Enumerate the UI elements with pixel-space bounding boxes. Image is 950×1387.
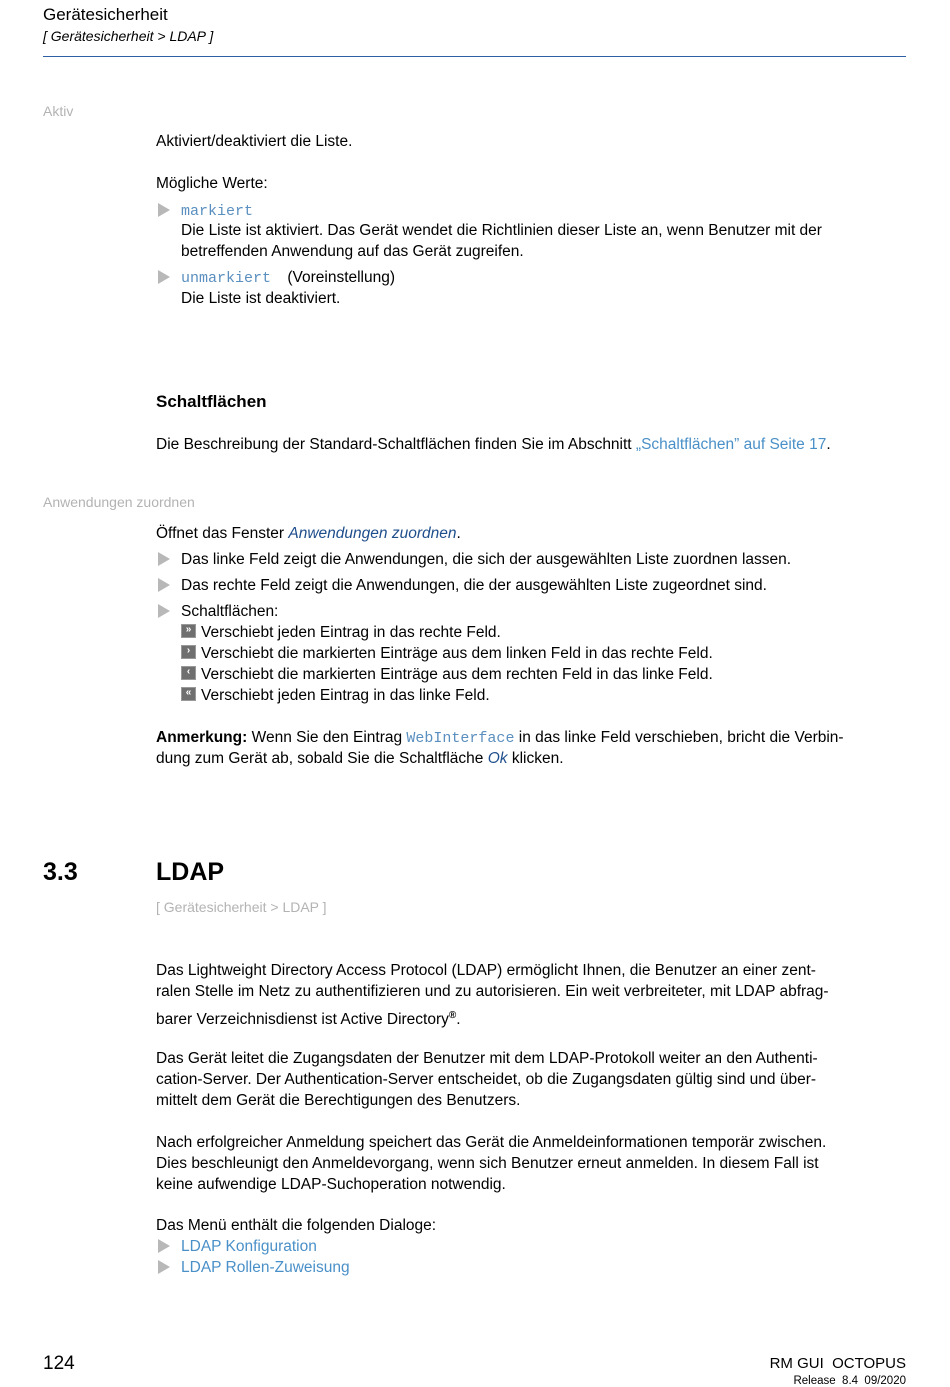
button-ref-ok: Ok xyxy=(487,750,508,767)
icon-glyph: › xyxy=(186,645,191,656)
registered-mark: ® xyxy=(448,1010,457,1021)
ldap-para2-line-3: mittelt dem Gerät die Berechtigungen des Benutzers. xyxy=(156,1092,521,1109)
move-all-left-icon xyxy=(181,687,196,701)
bullet-triangle-icon xyxy=(158,604,170,618)
bullet-triangle-icon xyxy=(158,578,170,592)
option-markiert xyxy=(181,200,253,222)
note-text: klicken. xyxy=(507,750,564,767)
code-webinterface: WebInterface xyxy=(406,730,515,747)
button-desc-move-all-right xyxy=(181,622,501,643)
header-divider xyxy=(43,56,906,57)
anwendungen-bullet-2: Das rechte Feld zeigt die Anwendungen, die der ausgewählten Liste zugeordnet sind. xyxy=(181,577,767,594)
ldap-para2-line-2: cation-Server. Der Authentication-Server entscheidet, ob die Zugangsdaten gültig sind und über- xyxy=(156,1071,817,1088)
move-all-right-icon xyxy=(181,624,196,638)
schaltflaechen-text-before: Die Beschreibung der Standard-Schaltflächen finden Sie im Abschnitt xyxy=(156,436,636,453)
param-label-aktiv: Aktiv xyxy=(43,103,74,119)
footer-release: Release 8.4 09/2020 xyxy=(793,1375,906,1387)
footer-doc-title: RM GUI OCTOPUS xyxy=(769,1355,906,1372)
ldap-para3-line-2: Dies beschleunigt den Anmeldevorgang, wenn sich Benutzer erneut anmelden. In diesem Fall ist xyxy=(156,1155,819,1172)
ldap-para1-line-3 xyxy=(156,1005,461,1030)
page-header-breadcrumb: [ Gerätesicherheit > LDAP ] xyxy=(43,28,214,44)
move-selected-right-icon xyxy=(181,645,196,659)
note-label: Anmerkung: xyxy=(156,729,248,746)
window-ref-anwendungen: Anwendungen zuordnen xyxy=(288,525,457,542)
ldap-para1-line-1: Das Lightweight Directory Access Protocol (LDAP) ermöglicht Ihnen, die Benutzer an einer zent- xyxy=(156,962,816,979)
bullet-triangle-icon xyxy=(158,203,170,217)
button-desc-move-selected-left xyxy=(181,664,713,685)
ldap-para1-line-2: ralen Stelle im Netz zu authentifizieren und zu autorisieren. Ein weit verbreiteter, mit LDAP abfrag- xyxy=(156,983,829,1000)
note-text: dung zum Gerät ab, sobald Sie die Schaltfläche xyxy=(156,750,488,767)
anwendungen-bullet-3: Schaltflächen: xyxy=(181,603,279,620)
intro-text-end: . xyxy=(456,525,461,542)
button-desc-text: Verschiebt die markierten Einträge aus dem rechten Feld in das linke Feld. xyxy=(201,666,713,683)
option-value: unmarkiert xyxy=(181,270,272,287)
note-text: Wenn Sie den Eintrag xyxy=(247,729,407,746)
para-text-end: . xyxy=(456,1011,461,1029)
note-text: in das linke Feld verschieben, bricht die Verbin- xyxy=(514,729,844,746)
option-value: markiert xyxy=(181,203,254,220)
button-desc-move-selected-right xyxy=(181,643,713,664)
aktiv-description: Aktiviert/deaktiviert die Liste. xyxy=(156,133,353,150)
para-text: barer Verzeichnisdienst ist Active Directory xyxy=(156,1011,449,1029)
heading-schaltflaechen: Schaltflächen xyxy=(156,392,267,411)
page-number: 124 xyxy=(43,1353,75,1374)
section-title: LDAP xyxy=(156,858,225,886)
anwendungen-intro xyxy=(156,523,461,544)
button-desc-text: Verschiebt die markierten Einträge aus dem linken Feld in das rechte Feld. xyxy=(201,645,713,662)
bullet-triangle-icon xyxy=(158,552,170,566)
anmerkung-line-1 xyxy=(156,727,844,749)
bullet-triangle-icon xyxy=(158,1239,170,1253)
intro-text: Öffnet das Fenster xyxy=(156,525,289,542)
button-desc-text: Verschiebt jeden Eintrag in das linke Feld. xyxy=(201,687,490,704)
ldap-para2-line-1: Das Gerät leitet die Zugangsdaten der Benutzer mit dem LDAP-Protokoll weiter an den Authenti- xyxy=(156,1050,818,1067)
bullet-triangle-icon xyxy=(158,270,170,284)
option-default-note: (Voreinstellung) xyxy=(287,269,396,286)
button-desc-move-all-left xyxy=(181,685,490,706)
section-breadcrumb: [ Gerätesicherheit > LDAP ] xyxy=(156,899,327,915)
ldap-para3-line-3: keine aufwendige LDAP-Suchoperation notwendig. xyxy=(156,1176,506,1193)
schaltflaechen-text xyxy=(156,434,831,455)
link-ldap-rollen-zuweisung[interactable]: LDAP Rollen-Zuweisung xyxy=(181,1259,350,1276)
option-unmarkiert-line-1: Die Liste ist deaktiviert. xyxy=(181,290,341,307)
option-unmarkiert xyxy=(181,267,395,289)
option-markiert-line-1: Die Liste ist aktiviert. Das Gerät wendet die Richtlinien dieser Liste an, wenn Benutzer mit der xyxy=(181,222,822,239)
icon-glyph: ‹ xyxy=(186,666,191,677)
ldap-para3-line-1: Nach erfolgreicher Anmeldung speichert das Gerät die Anmeldeinformationen temporär zwischen. xyxy=(156,1134,827,1151)
anmerkung-line-2 xyxy=(156,748,564,769)
menu-intro: Das Menü enthält die folgenden Dialoge: xyxy=(156,1217,437,1234)
aktiv-values-intro: Mögliche Werte: xyxy=(156,175,268,192)
section-number: 3.3 xyxy=(43,858,78,886)
button-desc-text: Verschiebt jeden Eintrag in das rechte Feld. xyxy=(201,624,501,641)
bullet-triangle-icon xyxy=(158,1260,170,1274)
move-selected-left-icon xyxy=(181,666,196,680)
option-markiert-line-2: betreffenden Anwendung auf das Gerät zugreifen. xyxy=(181,243,524,260)
param-label-anwendungen: Anwendungen zuordnen xyxy=(43,494,195,510)
link-ldap-konfiguration[interactable]: LDAP Konfiguration xyxy=(181,1238,317,1255)
schaltflaechen-text-after: . xyxy=(826,436,831,453)
page-header-title: Gerätesicherheit xyxy=(43,5,168,24)
icon-glyph: « xyxy=(185,687,192,698)
anwendungen-bullet-1: Das linke Feld zeigt die Anwendungen, die sich der ausgewählten Liste zuordnen lassen. xyxy=(181,551,792,568)
icon-glyph: » xyxy=(185,624,192,635)
link-schaltflaechen-seite-17[interactable]: „Schaltflächen” auf Seite 17 xyxy=(635,436,827,453)
